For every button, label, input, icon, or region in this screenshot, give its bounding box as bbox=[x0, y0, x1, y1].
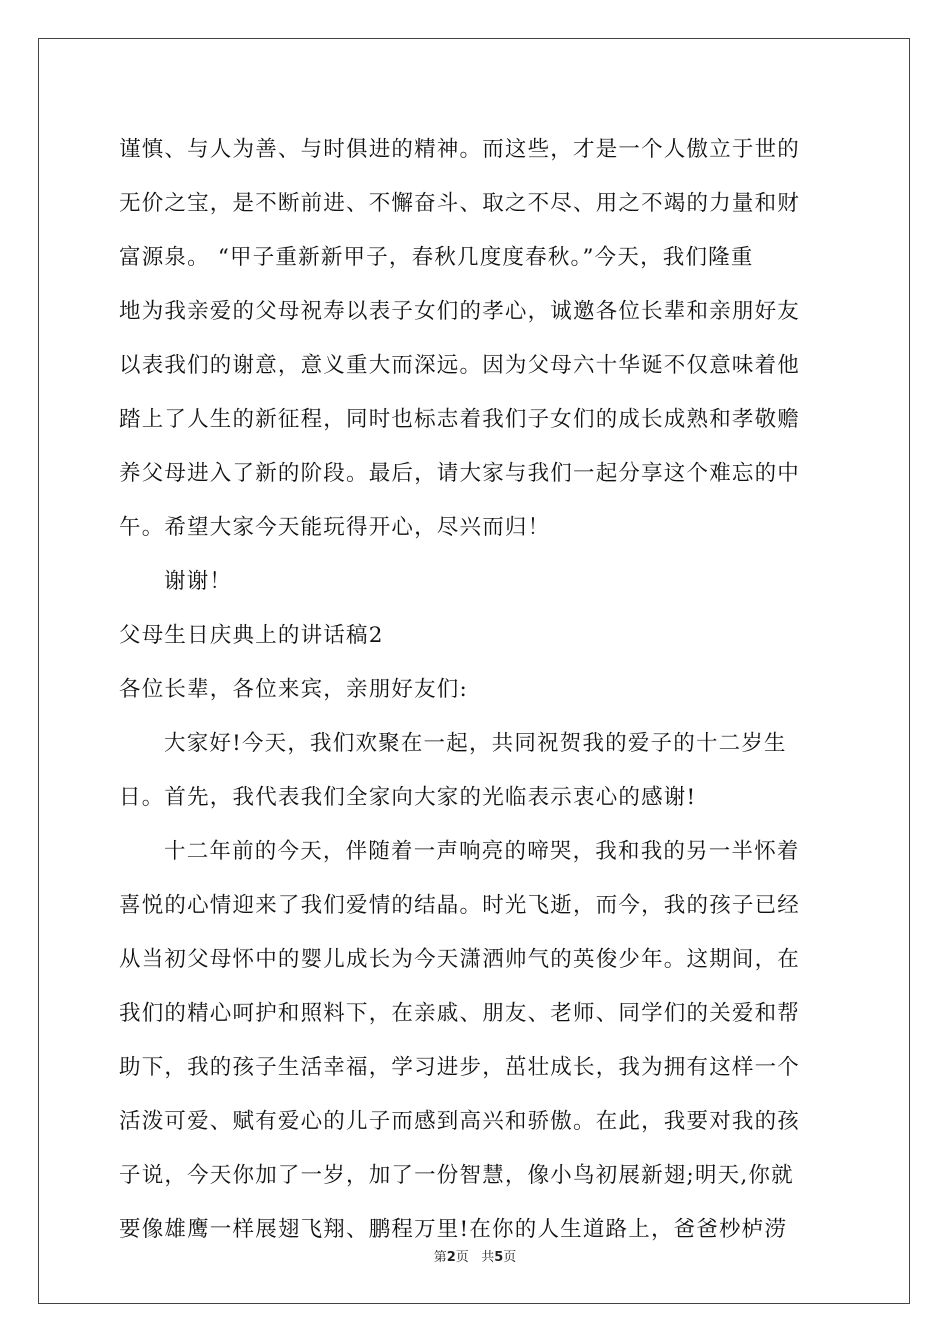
text-line: 富源泉。 “甲子重新新甲子，春秋几度度春秋。”今天，我们隆重 bbox=[119, 245, 754, 270]
text-line: 活泼可爱、赋有爱心的儿子而感到高兴和骄傲。在此，我要对我的孩 bbox=[119, 1109, 801, 1134]
current-page-number: 2 bbox=[446, 1250, 456, 1265]
text-line: 从当初父母怀中的婴儿成长为今天潇洒帅气的英俊少年。这期间，在 bbox=[119, 947, 801, 972]
text-line: 午。希望大家今天能玩得开心，尽兴而归！ bbox=[119, 515, 551, 540]
closing-thanks: 谢谢！ bbox=[164, 569, 233, 594]
text-line: 助下，我的孩子生活幸福，学习进步，茁壮成长，我为拥有这样一个 bbox=[119, 1055, 801, 1080]
total-prefix: 共 bbox=[481, 1250, 495, 1265]
text-line: 谨慎、与人为善、与时俱进的精神。而这些，才是一个人傲立于世的 bbox=[119, 137, 801, 162]
page-prefix: 第 bbox=[433, 1250, 447, 1265]
total-suffix: 页 bbox=[503, 1250, 517, 1265]
text-line: 大家好!今天，我们欢聚在一起，共同祝贺我的爱子的十二岁生 bbox=[164, 731, 787, 756]
text-line: 踏上了人生的新征程，同时也标志着我们子女们的成长成熟和孝敬赡 bbox=[119, 407, 801, 432]
page-footer bbox=[0, 1246, 950, 1265]
text-line: 我们的精心呵护和照料下，在亲戚、朋友、老师、同学们的关爱和帮 bbox=[119, 1001, 801, 1026]
text-line: 地为我亲爱的父母祝寿以表子女们的孝心，诚邀各位长辈和亲朋好友 bbox=[119, 299, 801, 324]
text-line: 子说，今天你加了一岁，加了一份智慧，像小鸟初展新翅;明天,你就 bbox=[119, 1163, 794, 1188]
salutation: 各位长辈，各位来宾，亲朋好友们: bbox=[119, 677, 468, 702]
text-line: 喜悦的心情迎来了我们爱情的结晶。时光飞逝，而今，我的孩子已经 bbox=[119, 893, 801, 918]
text-line: 以表我们的谢意，意义重大而深远。因为父母六十华诞不仅意味着他 bbox=[119, 353, 801, 378]
text-line: 要像雄鹰一样展翅飞翔、鹏程万里!在你的人生道路上，爸爸杪栌涝 bbox=[119, 1217, 788, 1242]
total-page-number: 5 bbox=[494, 1250, 504, 1265]
section-title: 父母生日庆典上的讲话稿2 bbox=[119, 623, 384, 648]
text-line: 日。首先，我代表我们全家向大家的光临表示衷心的感谢! bbox=[119, 785, 697, 810]
document-body bbox=[119, 128, 833, 1262]
text-line: 养父母进入了新的阶段。最后，请大家与我们一起分享这个难忘的中 bbox=[119, 461, 801, 486]
text-line: 无价之宝，是不断前进、不懈奋斗、取之不尽、用之不竭的力量和财 bbox=[119, 191, 801, 216]
page-suffix: 页 bbox=[455, 1250, 469, 1265]
text-line: 十二年前的今天，伴随着一声响亮的啼哭，我和我的另一半怀着 bbox=[164, 839, 800, 864]
